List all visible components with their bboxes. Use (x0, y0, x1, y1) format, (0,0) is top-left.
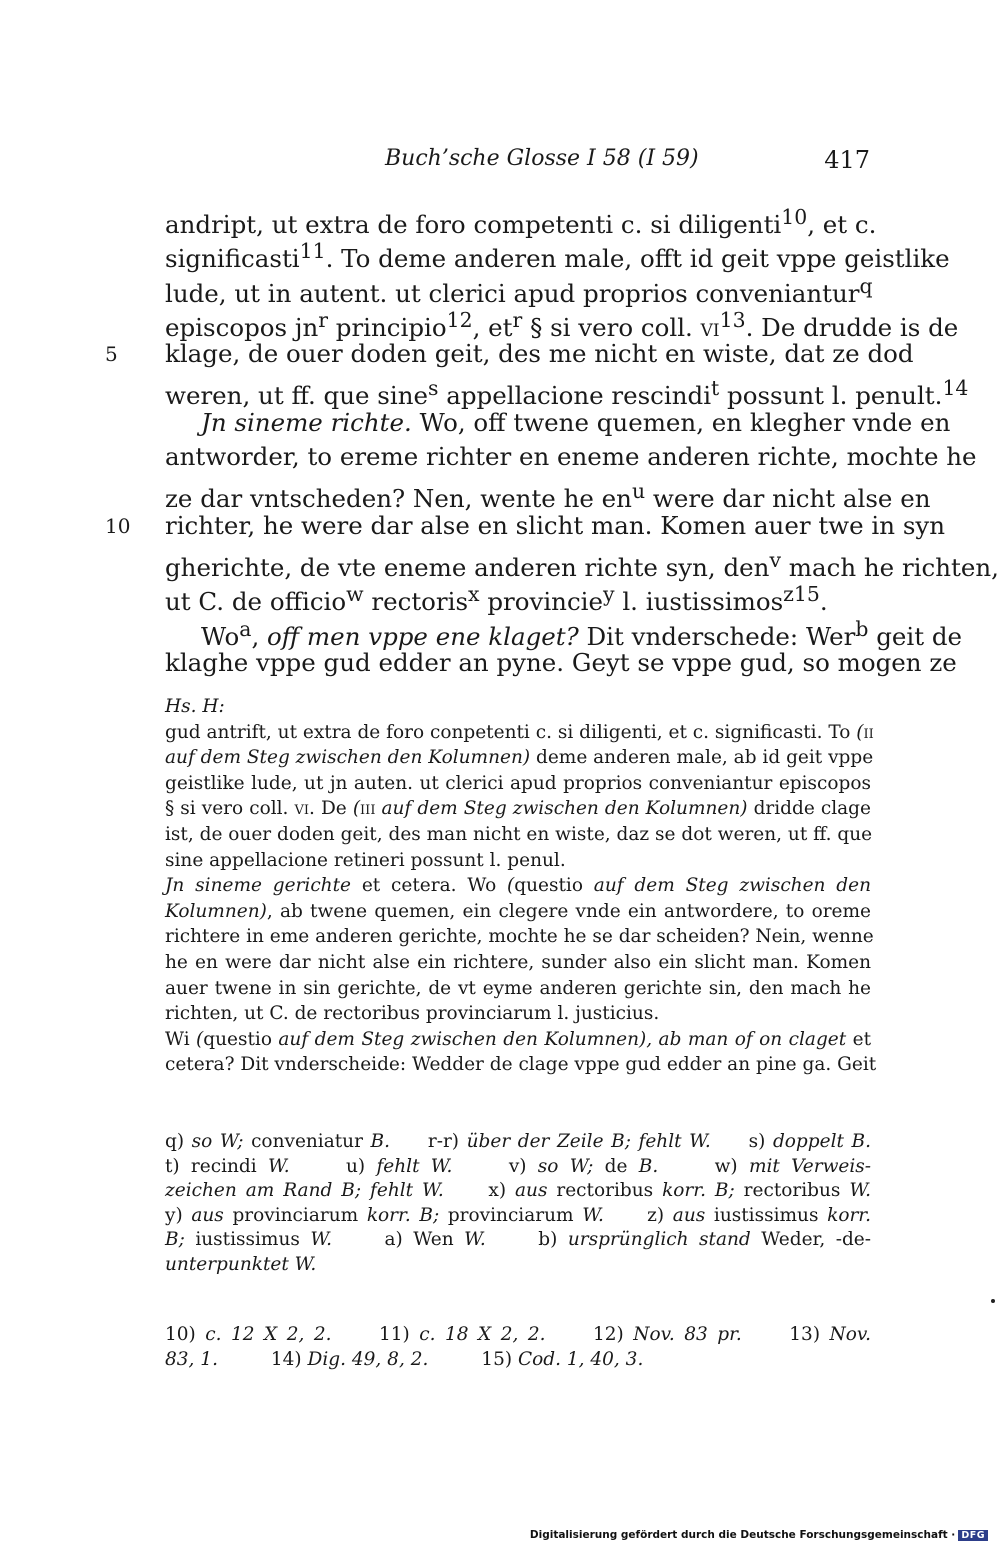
running-header (0, 146, 1000, 182)
credit-text: Digitalisierung gefördert durch die Deutsche Forschungsgemeinschaft (529, 1529, 948, 1541)
hs-line: geistlike lude, ut jn auten. ut clerici apud proprios conveniantur episcopos (165, 772, 871, 794)
footnote-line: 83, 1. 14) Dig. 49, 8, 2. 15) Cod. 1, 40, 3. (165, 1349, 644, 1370)
hs-label: Hs. H: (165, 696, 225, 717)
line-number: 5 (105, 342, 118, 367)
hs-line: Kolumnen), ab twene quemen, ein clegere vnde ein antwordere, to oreme (165, 900, 871, 922)
hs-line: sine appellacione retineri possunt l. penul. (165, 849, 566, 871)
line-number: 10 (105, 513, 131, 538)
text-line: Jn sineme richte. Wo, off twene quemen, en klegher vnde en (201, 407, 951, 437)
text-line: andript, ut extra de foro competenti c. si diligenti$^{10}$, et c. (165, 205, 877, 240)
footnote-line: 10) c. 12 X 2, 2. 11) c. 18 X 2, 2. 12) Nov. 83 pr. 13) Nov. (165, 1324, 872, 1345)
text-line: 10 richter, he were dar alse en slicht man. Komen auer twe in syn (165, 509, 871, 543)
hs-line: ist, de ouer doden geit, des man nicht en wiste, daz se dot weren, ut ff. que (165, 823, 873, 845)
text-line: episcopos $jn^r$ principio$^{12}$, $et^r$ § si vero coll. $vi^{13}$. De drudde is de (165, 307, 959, 343)
text-line: lude, ut in autent. ut clerici apud proprios conveniantur$^q$ (165, 273, 873, 308)
critical-apparatus (165, 1130, 871, 1278)
text-line: weren, ut ff. que sine$^s$ appellacione rescindi$^t$ possunt l. penult.$^{14}$ (165, 376, 969, 411)
hs-line: richten, ut C. de rectoribus provinciarum l. justicius. (165, 1003, 660, 1025)
hs-line: he en were dar nicht alse ein richtere, sunder also ein slicht man. Komen (165, 951, 871, 973)
apparatus-line: B; iustissimus W. a) Wen W. b) ursprünglich stand Weder, -de- (165, 1229, 872, 1251)
main-text-block (105, 200, 999, 680)
text-line: gherichte, de vte eneme anderen richte syn, den$^v$ mach he richten, (165, 547, 999, 583)
source-footnotes (165, 1322, 871, 1372)
hs-line: auer twene in sin gerichte, de vt eyme anderen gerichte sin, den mach he (165, 977, 871, 999)
hs-line: Jn sineme gerichte et cetera. Wo (questio auf dem Steg zwischen den (165, 875, 871, 897)
text-line: ut C. de officio$^w$ rectoris$^x$ provincie$^y$ l. iustissimos$^{z15}$. (165, 582, 828, 617)
hs-line: auf dem Steg zwischen den Kolumnen) deme anderen male, ab id geit vppe (165, 747, 874, 769)
hs-line: richtere in eme anderen gerichte, mochte he se dar scheiden? Nein, wenne (165, 926, 874, 948)
hs-line: Wi (questio auf dem Steg zwischen den Kolumnen), ab man of on claget et (165, 1028, 871, 1050)
manuscript-h-block (165, 694, 877, 1078)
text-line: antworder, to ereme richter en eneme anderen richte, mochte he (165, 442, 977, 472)
hs-line: gud antrift, ut extra de foro conpetenti c. si diligenti, et c. significasti. To (ii (165, 721, 874, 743)
text-line: 5 klage, de ouer doden geit, des me nicht en wiste, dat ze dod (165, 337, 871, 371)
dfg-logo: DFG (958, 1530, 988, 1541)
apparatus-line: y) aus provinciarum korr. B; provinciarum W. z) aus iustissimus korr. (165, 1204, 871, 1226)
hs-line: cetera? Dit vnderscheide: Wedder de clage vppe gud edder an pine ga. Geit (165, 1054, 877, 1076)
running-title: Buch’sche Glosse I 58 (I 59) (385, 146, 699, 171)
digitization-credit: Digitalisierung gefördert durch die Deutsche Forschungsgemeinschaft · DFG (530, 1529, 988, 1541)
text-line: klaghe vppe gud edder an pyne. Geyt se vppe gud, so mogen ze (165, 647, 957, 677)
text-line: significasti$^{11}$. To deme anderen male, offt id geit vppe geistlike (165, 239, 950, 274)
apparatus-line: unterpunktet W. (165, 1253, 317, 1275)
text-line: Wo$^a$, off men vppe ene klaget? Dit vnderschede: Wer$^b$ geit de (201, 616, 963, 651)
hs-line: § si vero coll. vi. De (iii auf dem Steg zwischen den Kolumnen) dridde clage (165, 798, 871, 820)
apparatus-line: zeichen am Rand B; fehlt W. x) aus rectoribus korr. B; rectoribus W. (165, 1180, 872, 1202)
apparatus-line: q) so W; conveniatur B. r-r) über der Zeile B; fehlt W. s) doppelt B. (165, 1131, 871, 1152)
scan-speck (991, 1299, 995, 1303)
page-number: 417 (824, 146, 870, 174)
text-line: ze dar vntscheden? Nen, wente he $en^u$ were dar nicht alse en (165, 479, 931, 514)
apparatus-line: t) recindi W. u) fehlt W. v) so W; de B. w) mit Verweis- (165, 1155, 872, 1177)
